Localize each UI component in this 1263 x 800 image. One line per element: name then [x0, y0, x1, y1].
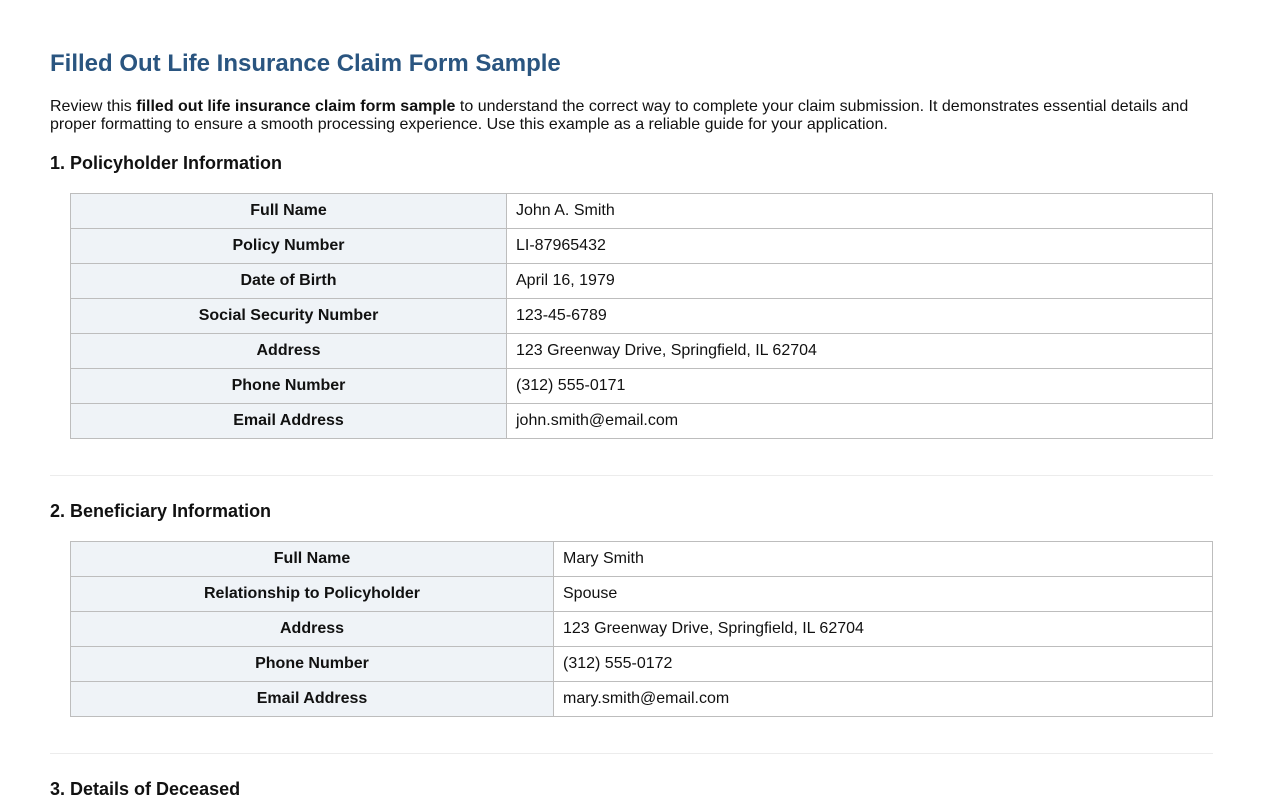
section-heading-deceased: 3. Details of Deceased: [50, 779, 241, 799]
field-label: Social Security Number: [71, 299, 507, 334]
field-value: April 16, 1979: [507, 264, 1213, 299]
field-value: mary.smith@email.com: [554, 682, 1213, 717]
table-row: [71, 542, 1213, 577]
field-label: Address: [71, 612, 554, 647]
field-label: Full Name: [71, 194, 507, 229]
field-label: Phone Number: [71, 647, 554, 682]
section-heading-policyholder: 1. Policyholder Information: [50, 153, 283, 173]
document: [50, 0, 1213, 800]
field-value: john.smith@email.com: [507, 404, 1213, 439]
field-value: (312) 555-0172: [554, 647, 1213, 682]
field-label: Phone Number: [71, 369, 507, 404]
field-value: John A. Smith: [507, 194, 1213, 229]
table-row: [71, 299, 1213, 334]
table-row: [71, 577, 1213, 612]
field-value: Spouse: [554, 577, 1213, 612]
field-label: Email Address: [71, 404, 507, 439]
table-row: [71, 229, 1213, 264]
table-row: [71, 612, 1213, 647]
field-label: Address: [71, 334, 507, 369]
field-label: Email Address: [71, 682, 554, 717]
field-value: Mary Smith: [554, 542, 1213, 577]
field-value: 123 Greenway Drive, Springfield, IL 62704: [507, 334, 1213, 369]
field-label: Policy Number: [71, 229, 507, 264]
intro-text: Review this: [50, 98, 137, 115]
page-title: Filled Out Life Insurance Claim Form Sample: [50, 50, 561, 77]
policyholder-table: [70, 193, 1213, 439]
intro-bold: filled out life insurance claim form sample: [136, 98, 456, 115]
field-value: 123 Greenway Drive, Springfield, IL 62704: [554, 612, 1213, 647]
field-value: 123-45-6789: [507, 299, 1213, 334]
beneficiary-table: [70, 541, 1213, 717]
field-value: LI-87965432: [507, 229, 1213, 264]
table-row: [71, 647, 1213, 682]
divider: [50, 475, 1213, 476]
table-row: [71, 264, 1213, 299]
table-row: [71, 682, 1213, 717]
field-label: Full Name: [71, 542, 554, 577]
section-heading-beneficiary: 2. Beneficiary Information: [50, 501, 272, 521]
field-value: (312) 555-0171: [507, 369, 1213, 404]
table-row: [71, 369, 1213, 404]
intro-paragraph: [50, 98, 1213, 134]
field-label: Relationship to Policyholder: [71, 577, 554, 612]
table-row: [71, 194, 1213, 229]
field-label: Date of Birth: [71, 264, 507, 299]
table-row: [71, 404, 1213, 439]
intro-text-rest: to understand the correct way to complete your claim submission. It demonstrates essential details and proper formatting to ensure a smooth processing experience. Use this example as a reliable guide for your application.: [50, 98, 1189, 133]
divider: [50, 753, 1213, 754]
table-row: [71, 334, 1213, 369]
